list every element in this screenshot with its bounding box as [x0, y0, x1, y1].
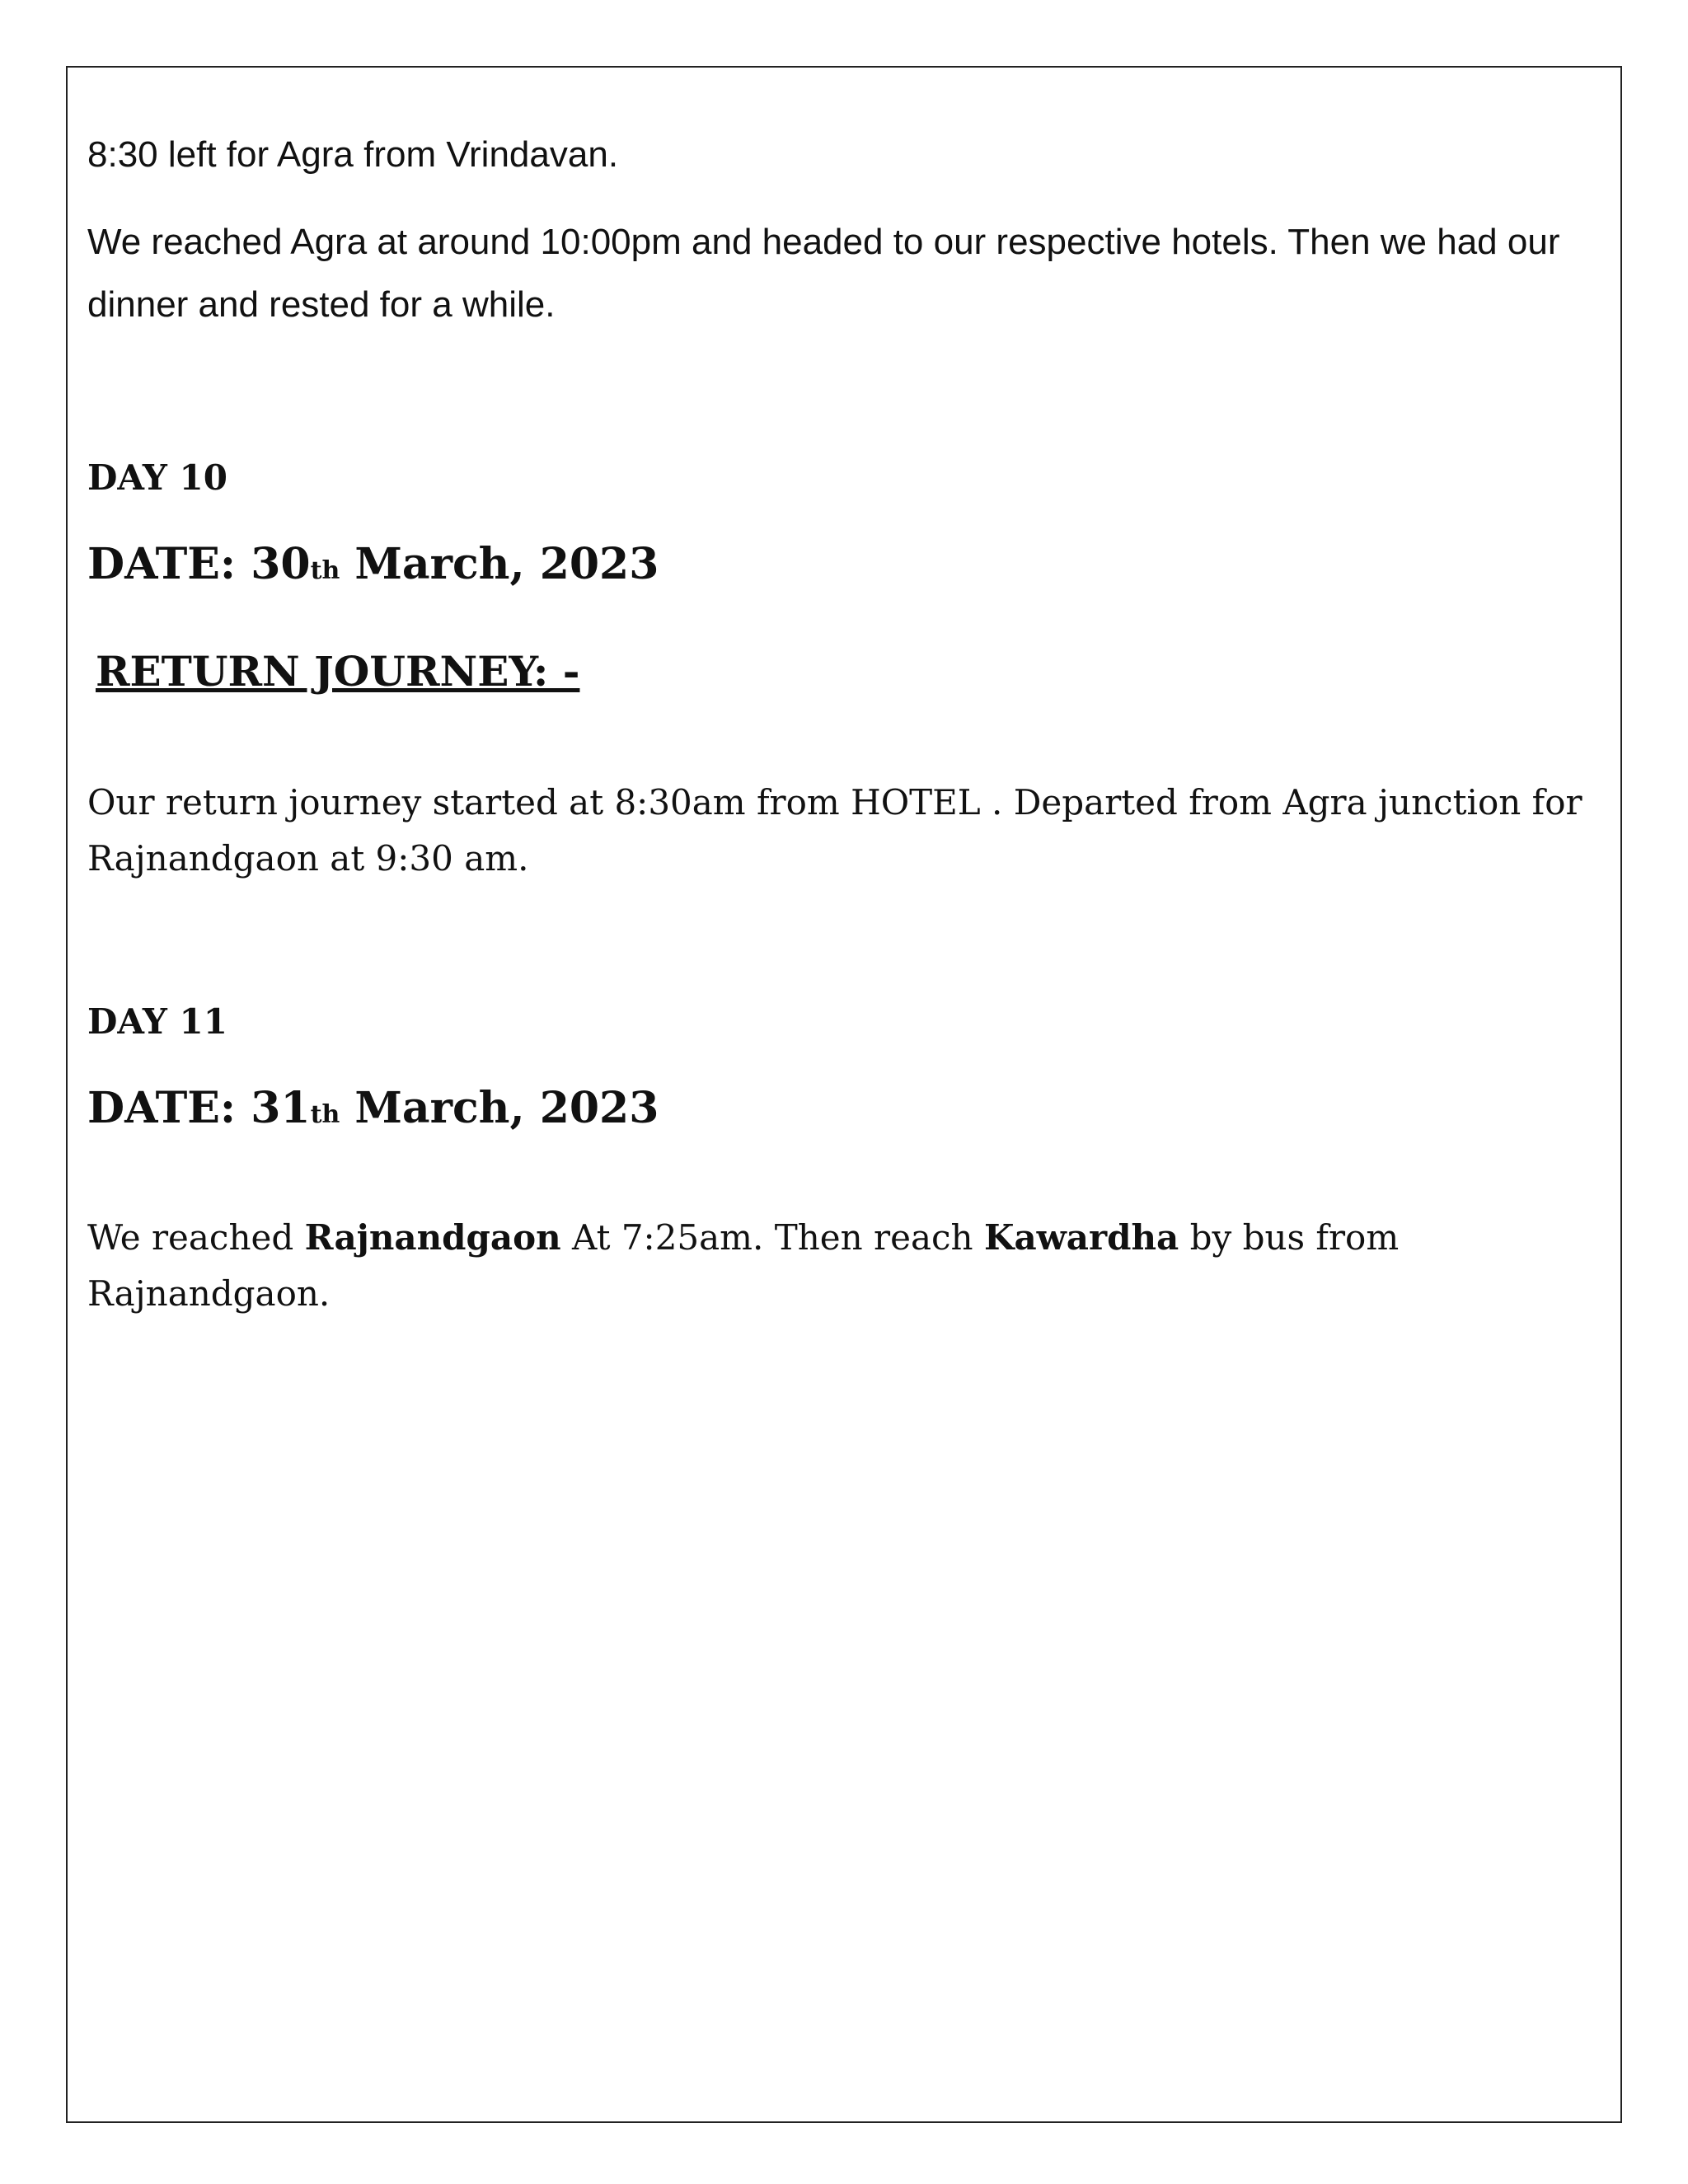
day-11-date-suffix: March, 2023	[340, 1083, 659, 1133]
day-10-date-ordinal: th	[310, 556, 340, 585]
day-11-date-prefix: DATE: 31	[87, 1083, 311, 1133]
day-10-label: DAY 10	[87, 457, 227, 498]
paragraph-reached-agra: We reached Agra at around 10:00pm and headed to our respective hotels. Then we had our dinner and rested for a while.	[87, 222, 1560, 325]
day-11-text-1: We reached	[87, 1217, 305, 1258]
day-11-label: DAY 11	[87, 1001, 227, 1042]
kawardha-bold: Kawardha	[983, 1217, 1179, 1258]
paragraph-left-for-agra: 8:30 left for Agra from Vrindavan.	[87, 134, 619, 175]
day-10-date-prefix: DATE: 30	[87, 539, 311, 589]
day-10-date-suffix: March, 2023	[340, 539, 659, 589]
rajnandgaon-bold: Rajnandgaon	[304, 1217, 561, 1258]
day-11-text-3: by bus from Rajnandgaon.	[87, 1217, 1400, 1314]
return-journey-heading: RETURN JOURNEY: -	[96, 647, 580, 696]
day-11-text-2: At 7:25am. Then reach	[560, 1217, 984, 1258]
day-11-paragraph	[87, 1210, 1489, 1322]
day-11-date	[87, 1080, 659, 1144]
day-10-date	[87, 536, 659, 600]
day-11-date-ordinal: th	[310, 1100, 340, 1129]
return-journey-paragraph: Our return journey started at 8:30am from HOTEL . Departed from Agra junction for Rajnandgaon at 9:30 am.	[87, 782, 1582, 879]
